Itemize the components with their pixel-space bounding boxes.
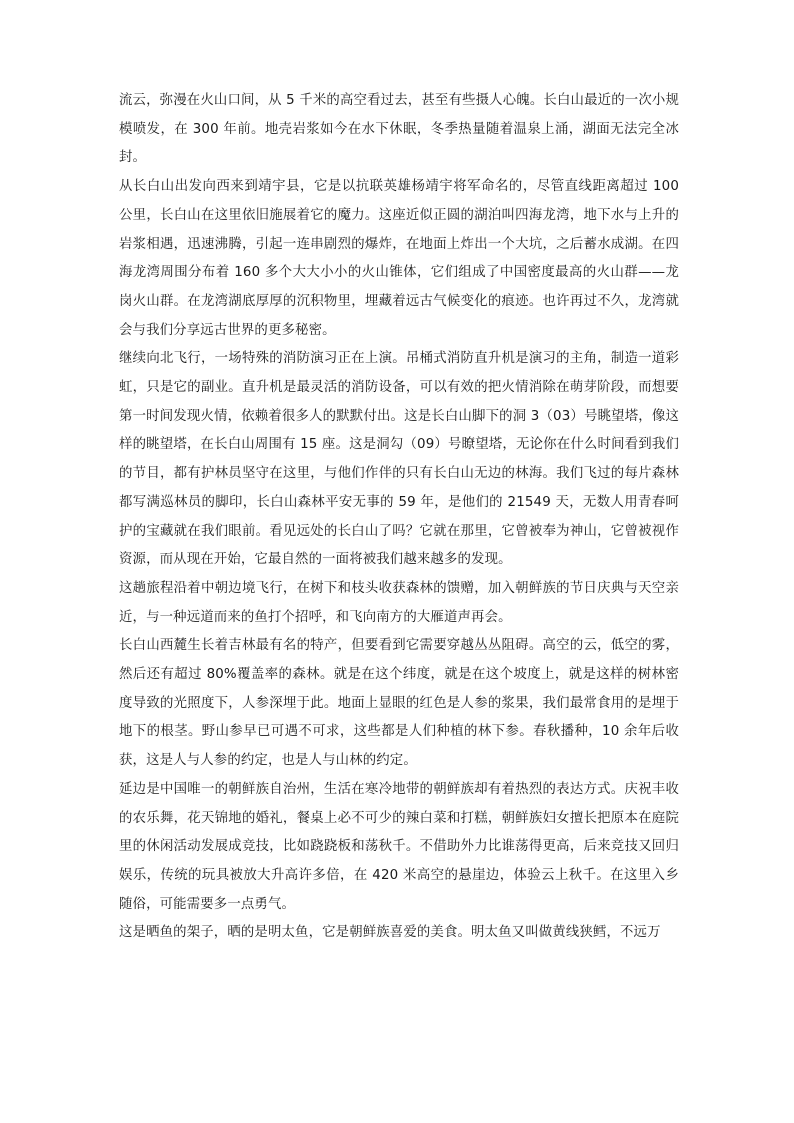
paragraph-ginseng: 长白山西麓生长着吉林最有名的特产，但要看到它需要穿越丛丛阻碍。高空的云，低空的雾，然后还有超过 80%覆盖率的森林。就是在这个纬度，就是在这个坡度上，就是这样的树林密度导致的光照度下，人参深埋于此。地面上显眼的红色是人参的浆果，我们最常食用的是埋于地下的根茎。野山参早已可遇不可求，这些都是人们种植的林下参。春秋播种，10 余年后收获，这是人与人参的约定，也是人与山林的约定。 <box>119 638 679 769</box>
paragraph-fire-drill: 继续向北飞行，一场特殊的消防演习正在上演。吊桶式消防直升机是演习的主角，制造一道彩虹，只是它的副业。直升机是最灵活的消防设备，可以有效的把火情消除在萌芽阶段，而想要第一时间发现火情，依赖着很多人的默默付出。这是长白山脚下的洞 3（03）号眺望塔，像这样的眺望塔，在长白山周围有 15 座。这是洞勾（09）号瞭望塔，无论你在什么时间看到我们的节目，都有护林员坚守在这里，与他们作伴的只有长白山无边的林海。我们飞过的每片森林都写满巡林员的脚印，长白山森林平安无事的 59 年，是他们的 21549 天，无数人用青春呵护的宝藏就在我们眼前。看见远处的长白山了吗？它就在那里，它曾被奉为神山，它曾被视作资源，而从现在开始，它最自然的一面将被我们越来越多的发现。 <box>119 351 679 568</box>
paragraph-pollock: 这是晒鱼的架子，晒的是明太鱼，它是朝鲜族喜爱的美食。明太鱼又叫做黄线狭鳕，不远万 <box>119 925 661 941</box>
paragraph-sihai-longwan: 从长白山出发向西来到靖宇县，它是以抗联英雄杨靖宇将军命名的，尽管直线距离超过 100 公里，长白山在这里依旧施展着它的魔力。这座近似正圆的湖泊叫四海龙湾，地下水与上升的岩浆相遇，迅速沸腾，引起一连串剧烈的爆炸，在地面上炸出一个大坑，之后蓄水成湖。在四海龙湾周围分布着 160 多个大大小小的火山锥体，它们组成了中国密度最高的火山群——龙岗火山群。在龙湾湖底厚厚的沉积物里，埋藏着远古气候变化的痕迹。也许再过不久，龙湾就会与我们分享远古世界的更多秘密。 <box>119 179 679 338</box>
paragraph-yanbian-korean: 延边是中国唯一的朝鲜族自治州，生活在寒冷地带的朝鲜族却有着热烈的表达方式。庆祝丰收的农乐舞，花天锦地的婚礼，餐桌上必不可少的辣白菜和打糕，朝鲜族妇女擅长把原本在庭院里的休闲活动发展成竞技，比如跷跷板和荡秋千。不借助外力比谁荡得更高，后来竞技又回归娱乐，传统的玩具被放大升高许多倍，在 420 米高空的悬崖边，体验云上秋千。在这里入乡随俗，可能需要多一点勇气。 <box>119 781 679 912</box>
paragraph-volcano-clouds: 流云，弥漫在火山口间，从 5 千米的高空看过去，甚至有些摄人心魄。长白山最近的一次小规模喷发，在 300 年前。地壳岩浆如今在水下休眠，冬季热量随着温泉上涌，湖面无法完全冰封。 <box>119 93 679 166</box>
document-page <box>119 87 679 948</box>
paragraph-journey-intro: 这趟旅程沿着中朝边境飞行，在树下和枝头收获森林的馈赠，加入朝鲜族的节日庆典与天空亲近，与一种远道而来的鱼打个招呼，和飞向南方的大雁道声再会。 <box>119 580 679 625</box>
